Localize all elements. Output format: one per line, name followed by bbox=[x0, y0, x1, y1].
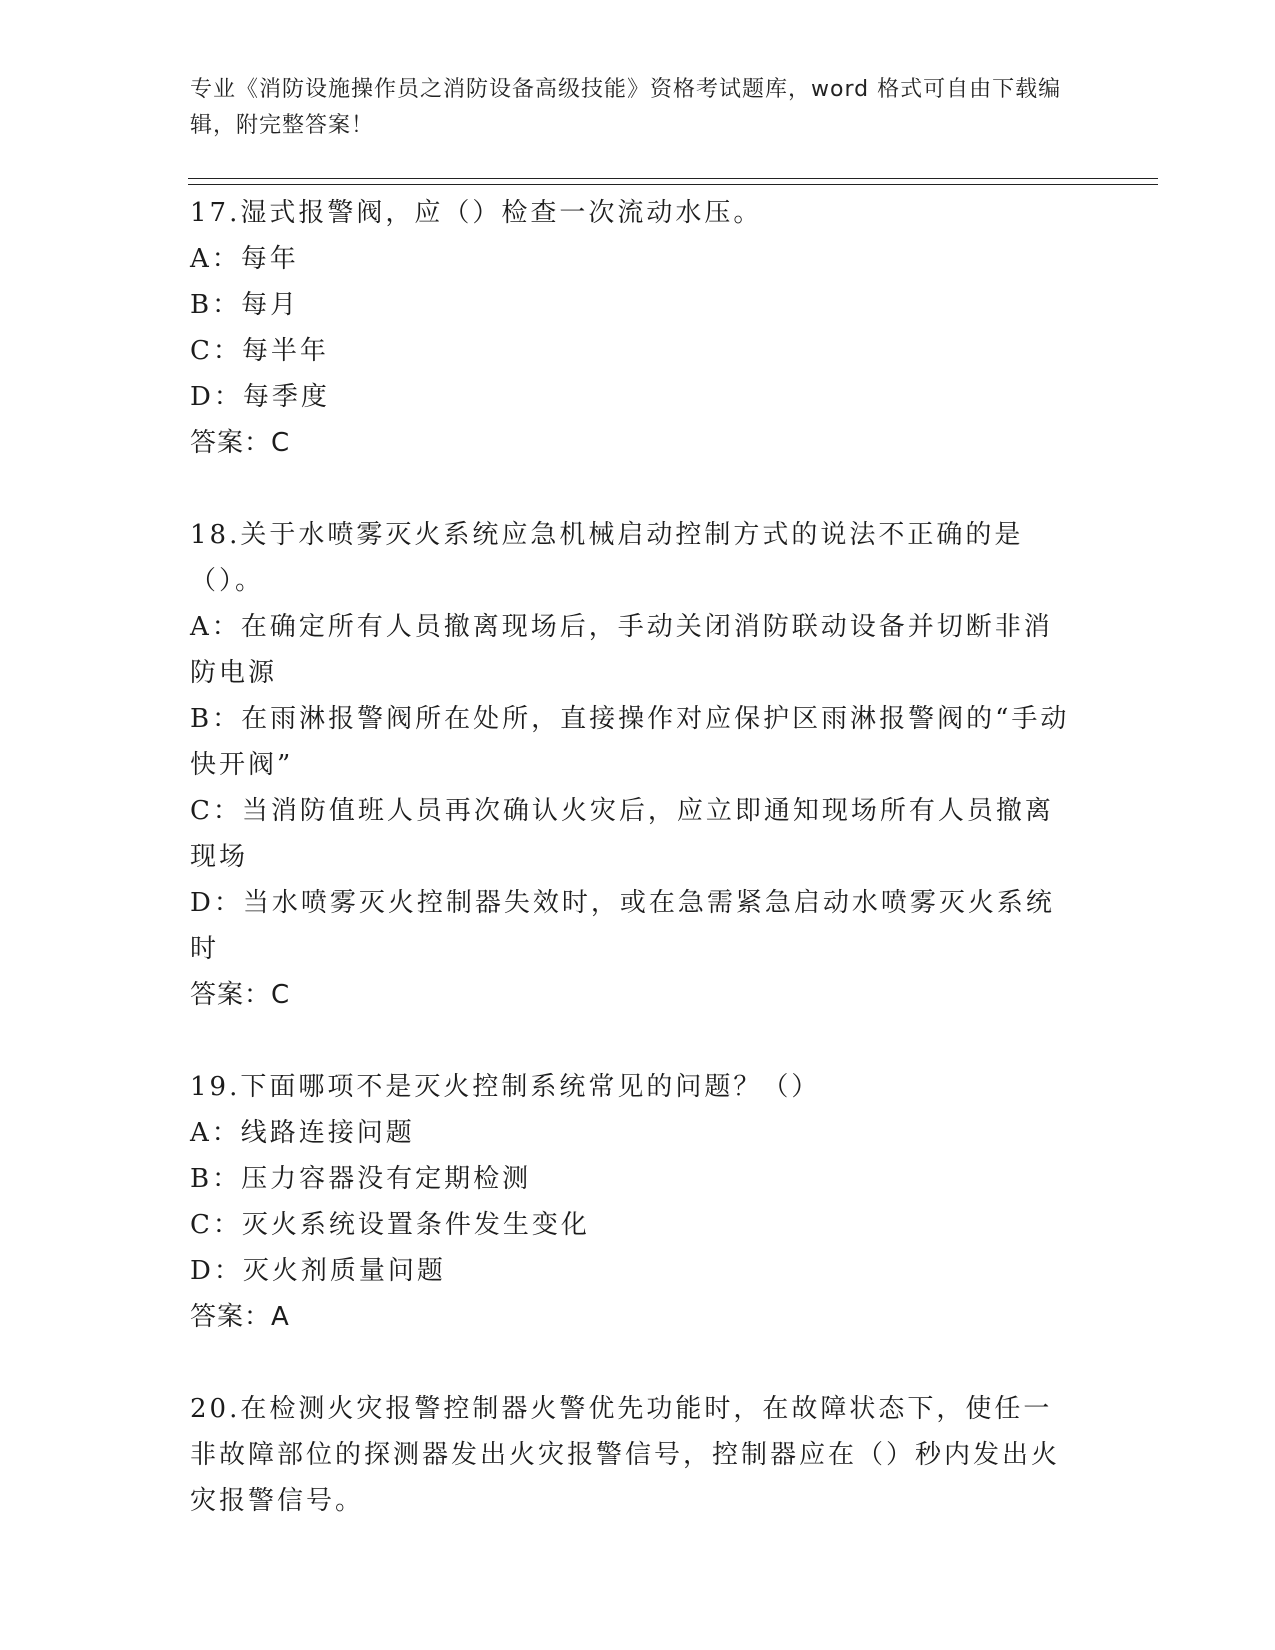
answer-line: 答案：C bbox=[190, 428, 291, 458]
question-text: 18.关于水喷雾灭火系统应急机械启动控制方式的说法不正确的是（）。 bbox=[190, 520, 1024, 596]
option-d: D：灭火剂质量问题 bbox=[190, 1256, 446, 1286]
option-d: D：当水喷雾灭火控制器失效时，或在急需紧急启动水喷雾灭火系统时 bbox=[190, 888, 1055, 964]
question-list bbox=[190, 190, 1070, 1570]
question-17 bbox=[190, 190, 1070, 466]
question-text: 17.湿式报警阀，应（）检查一次流动水压。 bbox=[190, 198, 763, 228]
option-b: B：每月 bbox=[190, 290, 300, 320]
question-18 bbox=[190, 512, 1070, 1018]
option-a: A：线路连接问题 bbox=[190, 1118, 415, 1148]
header-divider-top bbox=[188, 178, 1158, 179]
answer-line: 答案：C bbox=[190, 980, 291, 1010]
option-c: C：每半年 bbox=[190, 336, 329, 366]
question-20 bbox=[190, 1386, 1070, 1524]
option-a: A：每年 bbox=[190, 244, 299, 274]
option-b: B：压力容器没有定期检测 bbox=[190, 1164, 532, 1194]
header-divider-bottom bbox=[188, 184, 1158, 185]
option-a: A：在确定所有人员撤离现场后，手动关闭消防联动设备并切断非消防电源 bbox=[190, 612, 1053, 688]
option-c: C：灭火系统设置条件发生变化 bbox=[190, 1210, 590, 1240]
question-19 bbox=[190, 1064, 1070, 1340]
document-header: 专业《消防设施操作员之消防设备高级技能》资格考试题库，word 格式可自由下载编辑，附完整答案！ bbox=[190, 77, 1062, 138]
question-text: 20.在检测火灾报警控制器火警优先功能时，在故障状态下，使任一非故障部位的探测器发出火灾报警信号，控制器应在（）秒内发出火灾报警信号。 bbox=[190, 1394, 1061, 1516]
question-text: 19.下面哪项不是灭火控制系统常见的问题？（） bbox=[190, 1072, 821, 1102]
answer-line: 答案：A bbox=[190, 1302, 290, 1332]
option-d: D：每季度 bbox=[190, 382, 330, 412]
option-c: C：当消防值班人员再次确认火灾后，应立即通知现场所有人员撤离现场 bbox=[190, 796, 1054, 872]
option-b: B：在雨淋报警阀所在处所，直接操作对应保护区雨淋报警阀的“手动快开阀” bbox=[190, 704, 1070, 780]
